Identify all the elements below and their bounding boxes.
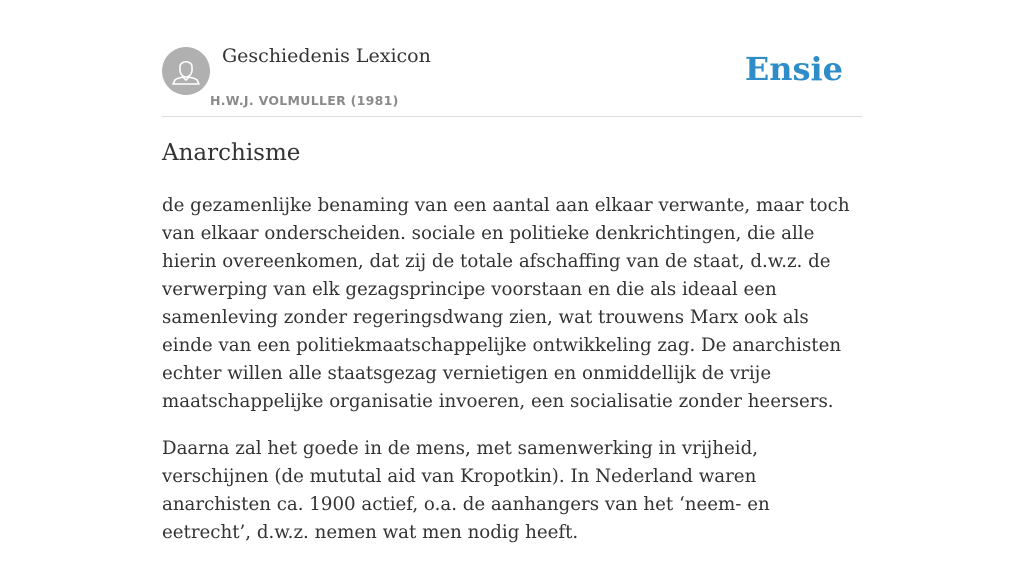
article-title: Anarchisme (162, 140, 301, 166)
brand-logo[interactable]: Ensie (744, 50, 843, 88)
user-avatar-icon[interactable] (162, 47, 210, 95)
lexicon-title[interactable]: Geschiedenis Lexicon (222, 45, 431, 67)
article-paragraph: de gezamenlijke benaming van een aantal aan elkaar verwante, maar toch van elkaar onderscheiden. sociale en politieke denkrichtingen, die alle hierin overeenkomen, dat zij de totale afschaffing van de staat, d.w.z. de verwerping van elk gezagsprincipe voorstaan en die als ideaal een samenleving zonder regeringsdwang zien, wat trouwens Marx ook als einde van een politiekmaatschappelijke ontwikkeling zag. De anarchisten echter willen alle staatsgezag vernietigen en onmiddellijk de vrije maatschappelijke organisatie invoeren, een socialisatie zonder heersers. (162, 195, 850, 412)
article-body (162, 192, 862, 566)
author-name[interactable]: H.W.J. VOLMULLER (1981) (210, 93, 399, 108)
article-paragraph: Daarna zal het goede in de mens, met samenwerking in vrijheid, verschijnen (de mututal aid van Kropotkin). In Nederland waren anarchisten ca. 1900 actief, o.a. de aanhangers van het ‘neem- en eetrecht’, d.w.z. nemen wat men nodig heeft. (162, 438, 770, 543)
content-container (162, 0, 862, 543)
header (162, 0, 862, 117)
